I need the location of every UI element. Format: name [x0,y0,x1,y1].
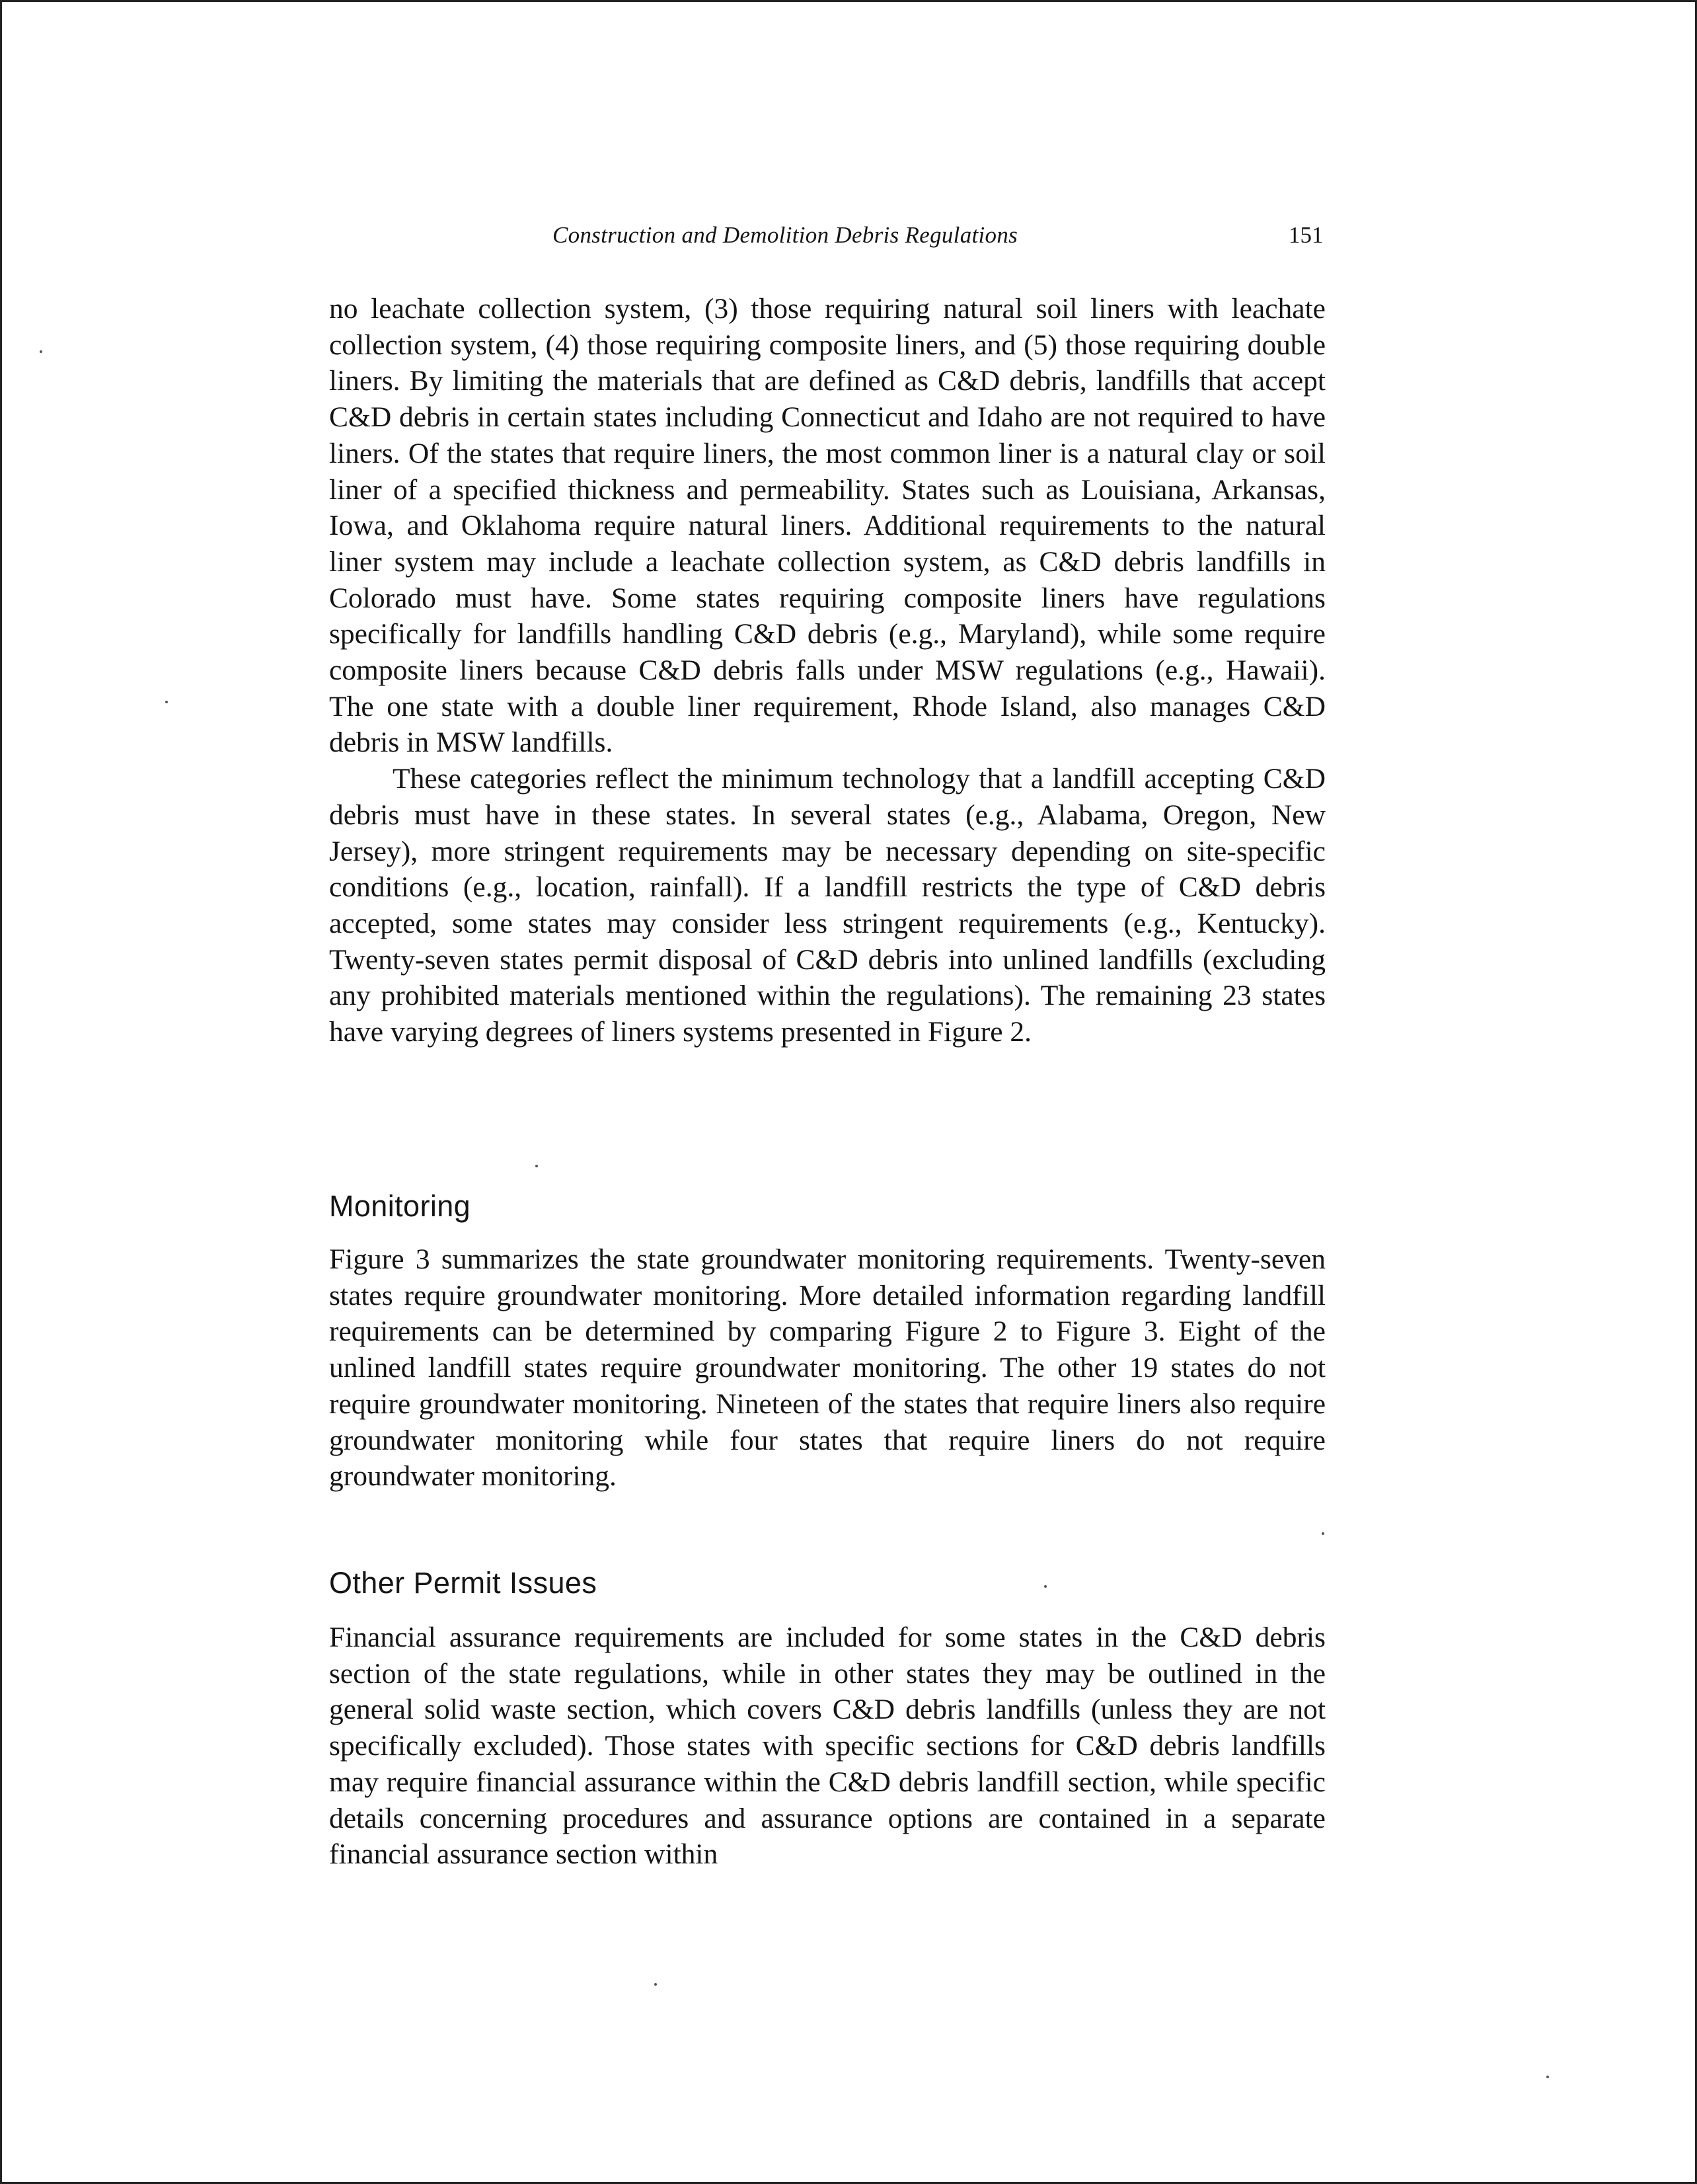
section-heading-monitoring [329,1189,1326,1224]
scan-speck [535,1165,538,1167]
paragraph: Financial assurance requirements are included for some states in the C&D debris section of the state regulations, while in other states they may be outlined in the general solid waste section, which covers C&D debris landfills (unless they are not specifically excluded). Those states with specific sections for C&D debris landfills may require financial assurance within the C&D debris landfill section, while specific details concerning procedures and assurance options are contained in a separate financial assurance section within [329,1621,1326,1871]
section-heading: Monitoring [329,1189,471,1223]
scan-speck [165,701,168,703]
paragraph: no leachate collection system, (3) those requiring natural soil liners with leachate collection system, (4) those requiring composite liners, and (5) those requiring double liners. By limiting the materials that are defined as C&D debris, landfills that accept C&D debris in certain states including Connecticut and Idaho are not required to have liners. Of the states that require liners, the most common liner is a natural clay or soil liner of a specified thickness and permeability. States such as Louisiana, Arkansas, Iowa, and Oklahoma require natural liners. Additional requirements to the natural liner system may include a leachate collection system, as C&D debris landfills in Colorado must have. Some states requiring composite liners have regulations specifically for landfills handling C&D debris (e.g., Maryland), while some require composite liners because C&D debris falls under MSW regulations (e.g., Hawaii). The one state with a double liner requirement, Rhode Island, also manages C&D debris in MSW landfills. [329,293,1326,759]
paragraph: Figure 3 summarizes the state groundwater monitoring requirements. Twenty-seven states require groundwater monitoring. More detailed information regarding landfill requirements can be determined by comparing Figure 2 to Figure 3. Eight of the unlined landfill states require groundwater monitoring. The other 19 states do not require groundwater monitoring. Nineteen of the states that require liners also require groundwater monitoring while four states that require liners do not require groundwater monitoring. [329,1243,1326,1493]
scan-speck [1546,2076,1549,2078]
body-block-monitoring [329,1241,1326,1495]
scan-speck [1322,1532,1324,1535]
page-number: 151 [1289,222,1324,248]
paragraph: These categories reflect the minimum technology that a landfill accepting C&D debris must have in these states. In several states (e.g., Alabama, Oregon, New Jersey), more stringent requirements may be necessary depending on site-specific conditions (e.g., location, rainfall). If a landfill restricts the type of C&D debris accepted, some states may consider less stringent requirements (e.g., Kentucky). Twenty-seven states permit disposal of C&D debris into unlined landfills (excluding any prohibited materials mentioned within the regulations). The remaining 23 states have varying degrees of liners systems presented in Figure 2. [329,763,1326,1048]
section-heading-other-permit-issues [329,1565,1326,1601]
section-heading: Other Permit Issues [329,1566,597,1600]
body-block-liners [329,291,1326,1050]
running-head: Construction and Demolition Debris Regulations [552,222,1018,248]
scan-speck [1044,1585,1047,1588]
body-block-other-permit-issues [329,1619,1326,1873]
scan-speck [654,1983,657,1986]
scan-speck [40,350,42,353]
